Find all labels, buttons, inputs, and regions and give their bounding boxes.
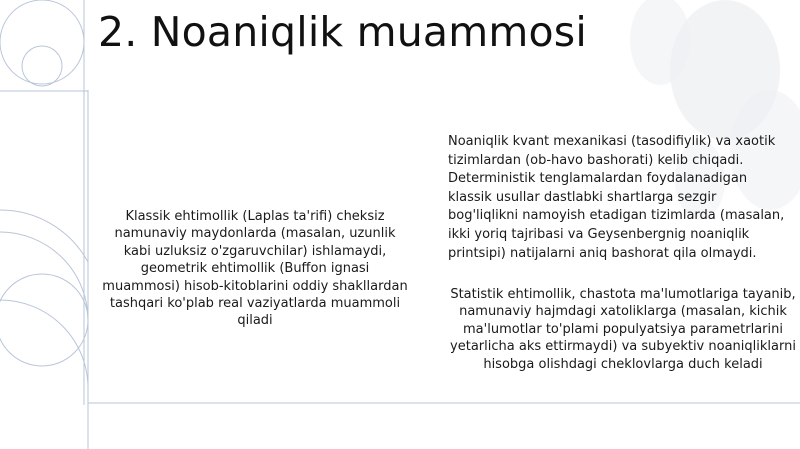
deco-circle-left-edge bbox=[0, 274, 88, 366]
deco-arc-1 bbox=[0, 232, 88, 320]
deco-circle-small bbox=[22, 46, 62, 86]
left-paragraph: Klassik ehtimollik (Laplas ta'rifi) cheksiz namunaviy maydonlarda (masalan, uzunlik kabi uzluksiz o'zgaruvchilar) ishlamaydi, geometrik ehtimollik (Buffon ignasi muammosi) hisob-kitoblarini oddiy shakllardan tashqari ko'plab real vaziyatlarda muammoli qiladi bbox=[102, 209, 408, 329]
right-paragraph-top: Noaniqlik kvant mexanikasi (tasodifiylik) va xaotik tizimlardan (ob-havo bashorati) kelib chiqadi. Deterministik tenglamalardan foydalanadigan klassik usullar dastlabki shartlarga sezgir bog'liqlikni namoyish etadigan tizimlarda (masalan, ikki yoriq tajribasi va Geysenbergnig noaniqlik printsipi) natijalarni aniq bashorat qila olmaydi. bbox=[448, 134, 785, 261]
deco-circle-large bbox=[0, 0, 84, 84]
deco-arc-3 bbox=[0, 210, 88, 262]
right-paragraph-bottom: Statistik ehtimollik, chastota ma'lumotlariga tayanib, namunaviy hajmdagi xatoliklarga (masalan, kichik ma'lumotlar to'plami populyatsiya parametrlarini yetarlicha aks ettirmaydi) va subyektiv noaniqliklarni hisobga olishdagi cheklovlarga duch keladi bbox=[450, 287, 796, 372]
page-title: 2. Noaniqlik muammosi bbox=[98, 8, 587, 56]
deco-arc-2 bbox=[0, 300, 88, 388]
